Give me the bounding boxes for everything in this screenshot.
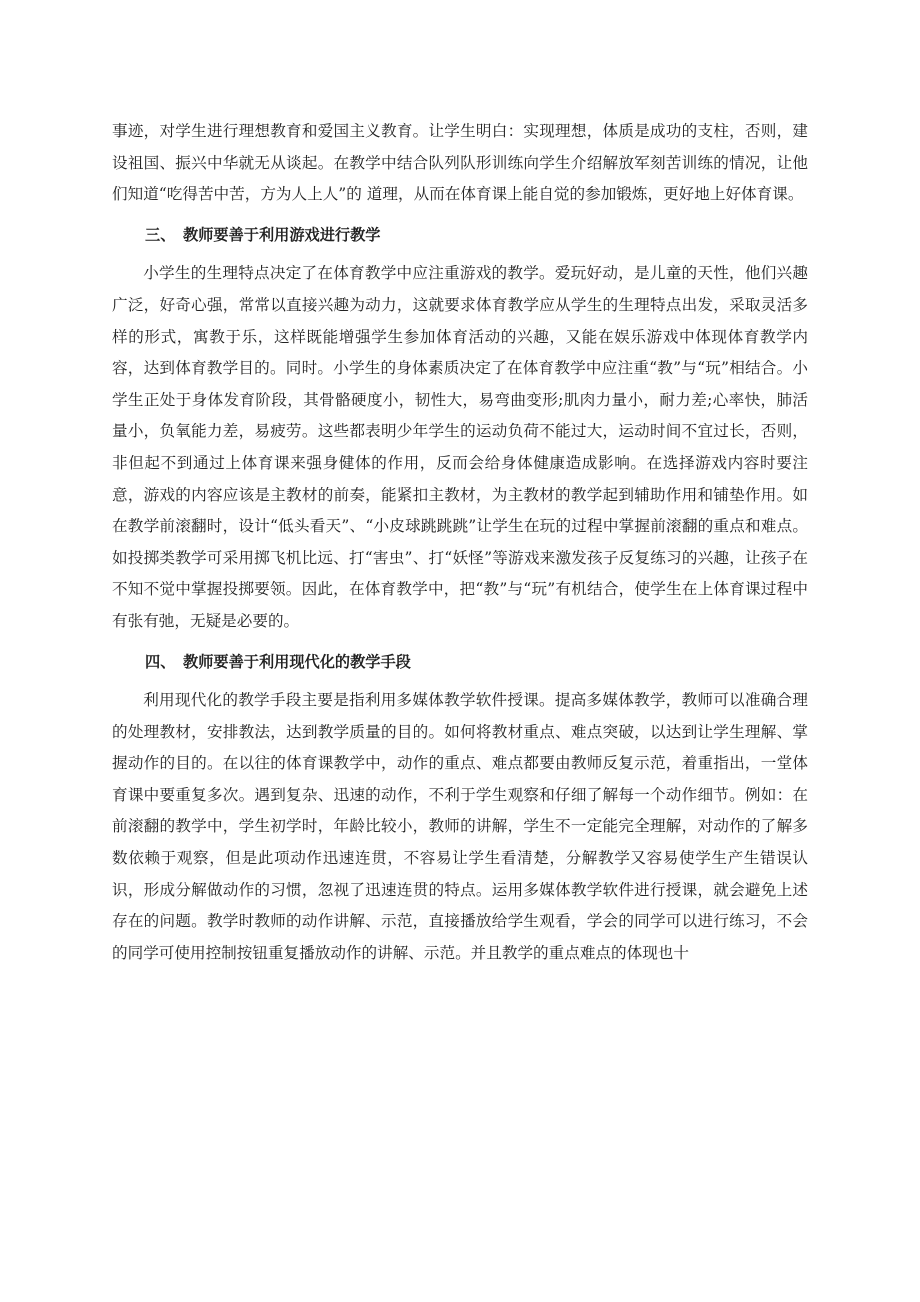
section-number-4: 四、 <box>145 652 176 671</box>
section-heading-3 <box>112 220 808 252</box>
paragraph-intro: 事迹，对学生进行理想教育和爱国主义教育。让学生明白：实现理想，体质是成功的支柱，否则，建设祖国、振兴中华就无从谈起。在教学中结合队列队形训练向学生介绍解放军刻苦训练的情况，让他们知道“吃得苦中苦，方为人上人”的 道理，从而在体育课上能自觉的参加锻炼，更好地上好体育课。 <box>112 122 808 204</box>
section-heading-4 <box>112 647 808 679</box>
document-page <box>112 116 808 969</box>
section-title-4: 教师要善于利用现代化的教学手段 <box>183 652 411 671</box>
paragraph-section-3: 小学生的生理特点决定了在体育教学中应注重游戏的教学。爱玩好动，是儿童的天性，他们兴趣广泛，好奇心强，常常以直接兴趣为动力，这就要求体育教学应从学生的生理特点出发，采取灵活多样的形式，寓教于乐，这样既能增强学生参加体育活动的兴趣，又能在娱乐游戏中体现体育教学内容，达到体育教学目的。同时。小学生的身体素质决定了在体育教学中应注重“教”与“玩”相结合。小学生正处于身体发育阶段，其骨骼硬度小，韧性大，易弯曲变形;肌肉力量小，耐力差;心率快，肺活量小，负氧能力差，易疲劳。这些都表明少年学生的运动负荷不能过大，运动时间不宜过长，否则，非但起不到通过上体育课来强身健体的作用，反而会给身体健康造成影响。在选择游戏内容时要注意，游戏的内容应该是主教材的前奏，能紧扣主教材，为主教材的教学起到辅助作用和铺垫作用。如在教学前滚翻时，设计“低头看天”、“小皮球跳跳跳”让学生在玩的过程中掌握前滚翻的重点和难点。如投掷类教学可采用掷飞机比远、打“害虫”、打“妖怪”等游戏来激发孩子反复练习的兴趣，让孩子在不知不觉中掌握投掷要领。因此，在体育教学中，把“教”与“玩”有机结合，使学生在上体育课过程中有张有弛，无疑是必要的。 <box>112 264 808 630</box>
section-number-3: 三、 <box>145 225 176 244</box>
paragraph-section-4: 利用现代化的教学手段主要是指利用多媒体教学软件授课。提高多媒体教学，教师可以准确合理的处理教材，安排教法，达到教学质量的目的。如何将教材重点、难点突破，以达到让学生理解、掌握动作的目的。在以往的体育课教学中，动作的重点、难点都要由教师反复示范，着重指出，一堂体育课中要重复多次。遇到复杂、迅速的动作，不利于学生观察和仔细了解每一个动作细节。例如：在前滚翻的教学中，学生初学时，年龄比较小，教师的讲解，学生不一定能完全理解，对动作的了解多数依赖于观察，但是此项动作迅速连贯，不容易让学生看清楚，分解教学又容易使学生产生错误认识，形成分解做动作的习惯，忽视了迅速连贯的特点。运用多媒体教学软件进行授课，就会避免上述存在的问题。教学时教师的动作讲解、示范，直接播放给学生观看，学会的同学可以进行练习，不会的同学可使用控制按钮重复播放动作的讲解、示范。并且教学的重点难点的体现也十 <box>112 691 808 962</box>
section-title-3: 教师要善于利用游戏进行教学 <box>183 225 381 244</box>
